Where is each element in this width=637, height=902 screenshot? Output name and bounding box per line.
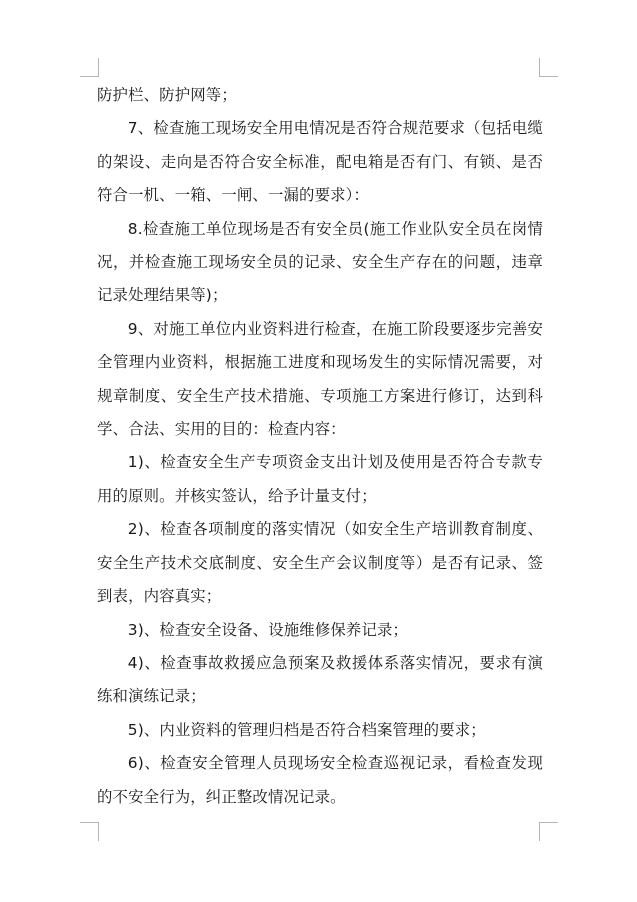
document-body [97, 79, 543, 814]
crop-mark-top-right [539, 58, 558, 77]
paragraph-subitem-6: 6)、检查安全管理人员现场安全检查巡视记录，看检查发现的不安全行为，纠正整改情况记录。 [97, 754, 543, 806]
crop-mark-bottom-right [539, 822, 558, 841]
paragraph-item-7: 7、检查施工现场安全用电情况是否符合规范要求（包括电缆的架设、走向是否符合安全标准，配电箱是否有门、有锁、是否符合一机、一箱、一闸、一漏的要求）： [97, 119, 543, 205]
paragraph-subitem-2: 2)、检查各项制度的落实情况（如安全生产培训教育制度、安全生产技术交底制度、安全生产会议制度等）是否有记录、签到表，内容真实； [97, 520, 543, 606]
paragraph-item-9: 9、对施工单位内业资料进行检查，在施工阶段要逐步完善安全管理内业资料，根据施工进度和现场发生的实际情况需要，对规章制度、安全生产技术措施、专项施工方案进行修订，达到科学、合法、实用的目的：检查内容： [97, 319, 543, 439]
crop-mark-bottom-left [80, 822, 99, 841]
paragraph-item-8: 8.检查施工单位现场是否有安全员(施工作业队安全员在岗情况，并检查施工现场安全员的记录、安全生产存在的问题，违章记录处理结果等)； [97, 219, 543, 305]
paragraph-subitem-1: 1)、检查安全生产专项资金支出计划及使用是否符合专款专用的原则。并核实签认，给予计量支付； [97, 453, 543, 505]
paragraph-subitem-5: 5)、内业资料的管理归档是否符合档案管理的要求； [127, 720, 486, 739]
paragraph-subitem-4: 4)、检查事故救援应急预案及救援体系落实情况，要求有演练和演练记录； [97, 653, 543, 706]
crop-mark-top-left [80, 58, 99, 77]
paragraph-continuation: 防护栏、防护网等； [97, 86, 237, 104]
paragraph-subitem-3: 3)、检查安全设备、设施维修保养记录； [127, 620, 409, 639]
